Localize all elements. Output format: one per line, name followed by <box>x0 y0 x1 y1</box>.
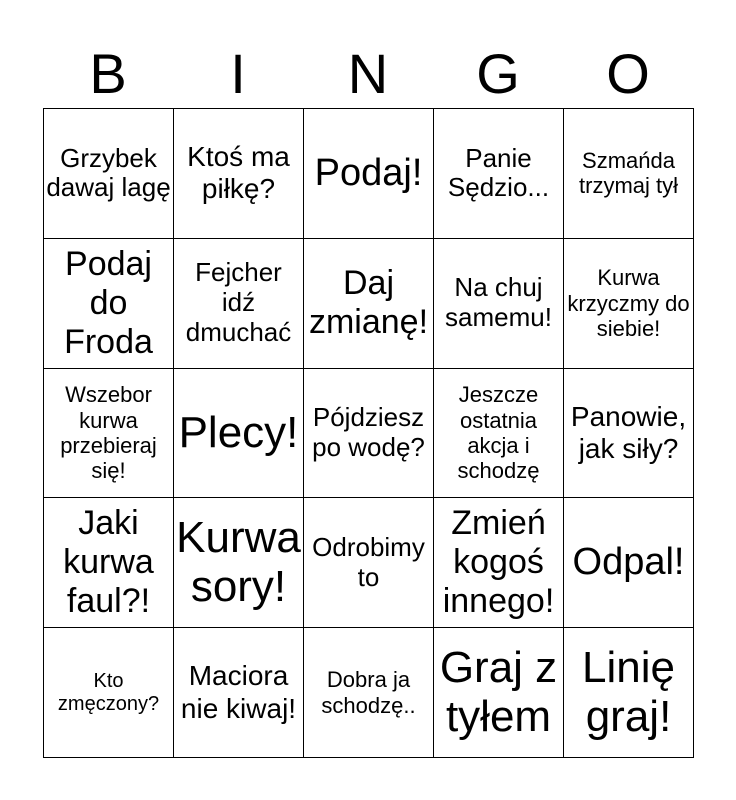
bingo-cell[interactable]: Jeszcze ostatnia akcja i schodzę <box>434 368 564 498</box>
bingo-cell[interactable]: Odrobimy to <box>304 498 434 628</box>
header-letter-n: N <box>347 42 389 105</box>
bingo-cell[interactable]: Zmień kogoś innego! <box>434 498 564 628</box>
grid-row <box>44 498 694 628</box>
bingo-cell[interactable]: Podaj do Froda <box>44 238 174 368</box>
header-letter-g: G <box>476 42 520 105</box>
header-letter-b: B <box>89 42 127 105</box>
header-letter-o: O <box>606 42 650 105</box>
bingo-cell[interactable]: Daj zmianę! <box>304 238 434 368</box>
bingo-cell[interactable]: Linię graj! <box>564 628 694 758</box>
bingo-cell[interactable]: Fejcher idź dmuchać <box>174 238 304 368</box>
grid-row <box>44 368 694 498</box>
bingo-cell[interactable]: Wszebor kurwa przebieraj się! <box>44 368 174 498</box>
bingo-cell[interactable]: Szmańda trzymaj tył <box>564 109 694 239</box>
header-letter-i: I <box>230 42 246 105</box>
bingo-cell[interactable]: Dobra ja schodzę.. <box>304 628 434 758</box>
bingo-cell[interactable]: Maciora nie kiwaj! <box>174 628 304 758</box>
bingo-cell[interactable]: Kurwa sory! <box>174 498 304 628</box>
bingo-cell[interactable]: Panie Sędzio... <box>434 109 564 239</box>
grid-row <box>44 238 694 368</box>
bingo-cell[interactable]: Jaki kurwa faul?! <box>44 498 174 628</box>
bingo-cell[interactable]: Grzybek dawaj lagę <box>44 109 174 239</box>
bingo-cell[interactable]: Plecy! <box>174 368 304 498</box>
bingo-grid <box>43 108 694 758</box>
bingo-cell[interactable]: Panowie, jak siły? <box>564 368 694 498</box>
bingo-cell[interactable]: Odpal! <box>564 498 694 628</box>
bingo-cell[interactable]: Na chuj samemu! <box>434 238 564 368</box>
bingo-cell[interactable]: Kurwa krzyczmy do siebie! <box>564 238 694 368</box>
bingo-cell[interactable]: Kto zmęczony? <box>44 628 174 758</box>
grid-row <box>44 628 694 758</box>
grid-row <box>44 109 694 239</box>
bingo-cell[interactable]: Podaj! <box>304 109 434 239</box>
bingo-header <box>43 40 693 108</box>
bingo-cell[interactable]: Graj z tyłem <box>434 628 564 758</box>
bingo-cell[interactable]: Ktoś ma piłkę? <box>174 109 304 239</box>
bingo-cell[interactable]: Pójdziesz po wodę? <box>304 368 434 498</box>
